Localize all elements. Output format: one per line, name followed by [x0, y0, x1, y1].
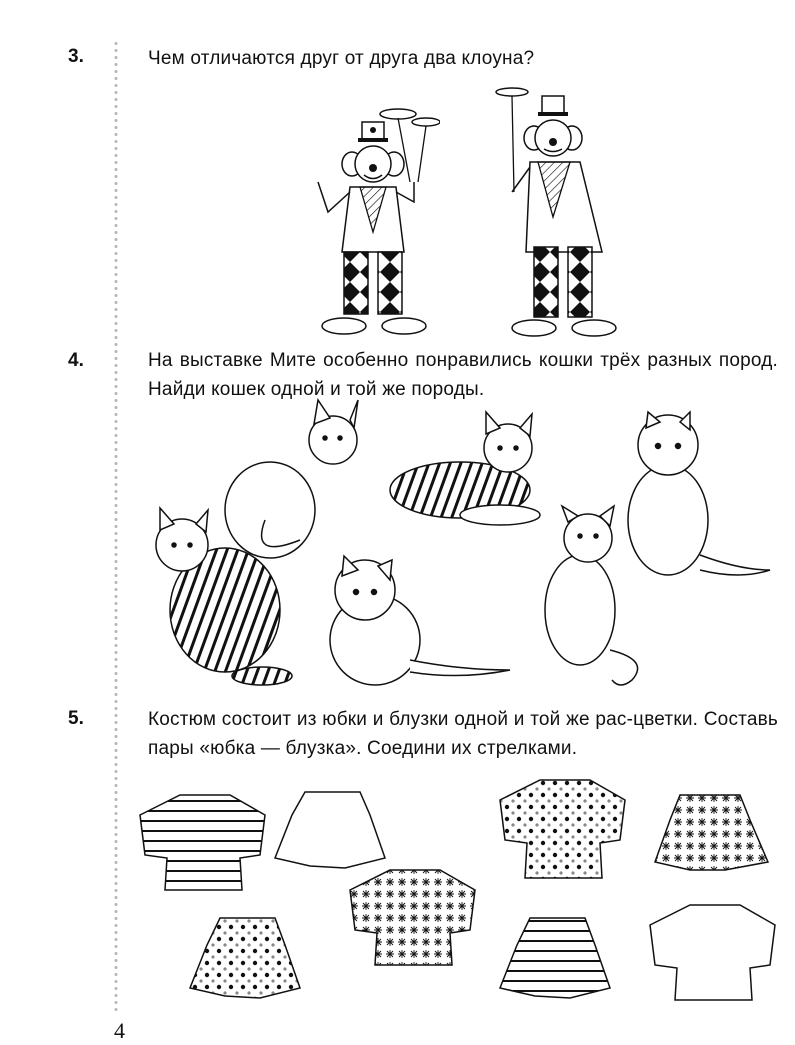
page-number: 4	[114, 1018, 125, 1043]
task-5-text: Костюм состоит из юбки и блузки одной и той же рас-цветки. Составь пары «юбка — блузка». Соедини их стрелками.	[148, 709, 778, 759]
task-3-number: 3.	[68, 46, 84, 67]
skirt-plain	[275, 792, 385, 868]
blouse-starred	[350, 870, 475, 965]
skirt-starred	[655, 795, 768, 870]
task-5-number: 5.	[68, 708, 84, 729]
skirt-dotted	[190, 918, 300, 998]
blouse-dotted	[500, 780, 625, 878]
skirt-striped	[500, 918, 610, 998]
task-3-text: Чем отличаются друг от друга два клоуна?	[148, 48, 535, 69]
task-4-text: На выставке Мите особенно понравились кошки трёх разных пород. Найди кошек одной и той же породы.	[148, 350, 778, 400]
task-4-number: 4.	[68, 350, 84, 371]
blouse-plain	[650, 905, 775, 1000]
blouse-striped	[140, 795, 265, 890]
